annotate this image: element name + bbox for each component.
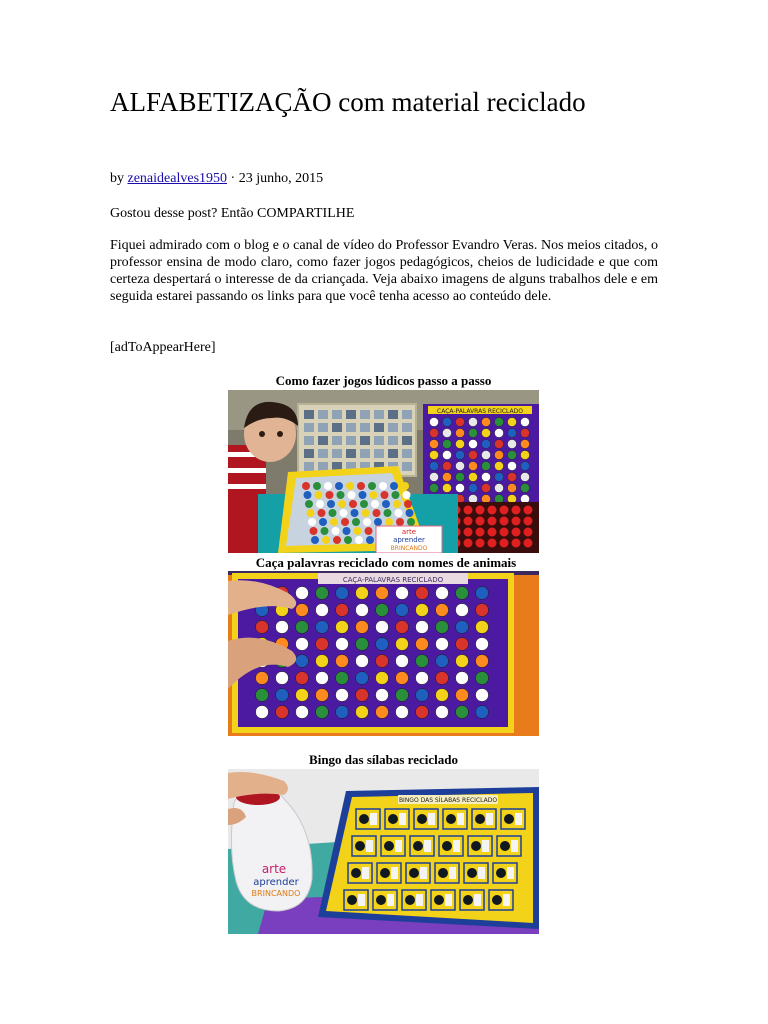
figure-caption-1: Como fazer jogos lúdicos passo a passo xyxy=(275,373,492,388)
board-label-2: CAÇA-PALAVRAS RECICLADO xyxy=(342,576,444,584)
byline xyxy=(110,170,323,188)
byline-prefix: by xyxy=(110,171,128,186)
photo-caca-palavras xyxy=(228,571,539,736)
byline-separator: · xyxy=(227,171,239,186)
intro-paragraph: Fiquei admirado com o blog e o canal de vídeo do Professor Evandro Veras. Nos meios citados, o professor ensina de modo claro, como fazer jogos pedagógicos, cheios de ludicidade e que com certeza despertará o interesse de da criançada. Veja abaixo imagens de alguns trabalhos dele e em seguida estarei passando os links para que você tenha acesso ao conteúdo dele. xyxy=(110,238,658,304)
photo-jogos-ludicos xyxy=(228,390,539,553)
sign-word-2: aprender xyxy=(393,536,425,544)
bag-word-1: arte xyxy=(261,862,287,876)
figure-caption-3: Bingo das sílabas reciclado xyxy=(309,752,458,767)
board-label-1: CAÇA-PALAVRAS RECICLADO xyxy=(437,408,523,415)
post-date: 23 junho, 2015 xyxy=(238,171,324,186)
ad-placeholder: [adToAppearHere] xyxy=(110,340,216,355)
bag-word-2: aprender xyxy=(253,877,299,888)
share-prompt: Gostou desse post? Então COMPARTILHE xyxy=(110,206,355,221)
article-title: ALFABETIZAÇÃO com material reciclado xyxy=(110,87,586,117)
bag-word-3: BRINCANDO xyxy=(251,889,301,898)
photo-bingo-silabas-art xyxy=(228,769,539,934)
photo-caca-palavras-art xyxy=(228,571,539,736)
sign-word-3: BRINCANDO xyxy=(390,545,428,552)
figure-caption-2: Caça palavras reciclado com nomes de animais xyxy=(255,555,517,570)
author-link[interactable]: zenaidealves1950 xyxy=(127,171,228,186)
photo-jogos-ludicos-art xyxy=(228,390,539,553)
sign-word-1: arte xyxy=(401,528,417,536)
board-label-3: BINGO DAS SÍLABAS RECICLADO xyxy=(398,797,498,804)
photo-bingo-silabas xyxy=(228,769,539,934)
